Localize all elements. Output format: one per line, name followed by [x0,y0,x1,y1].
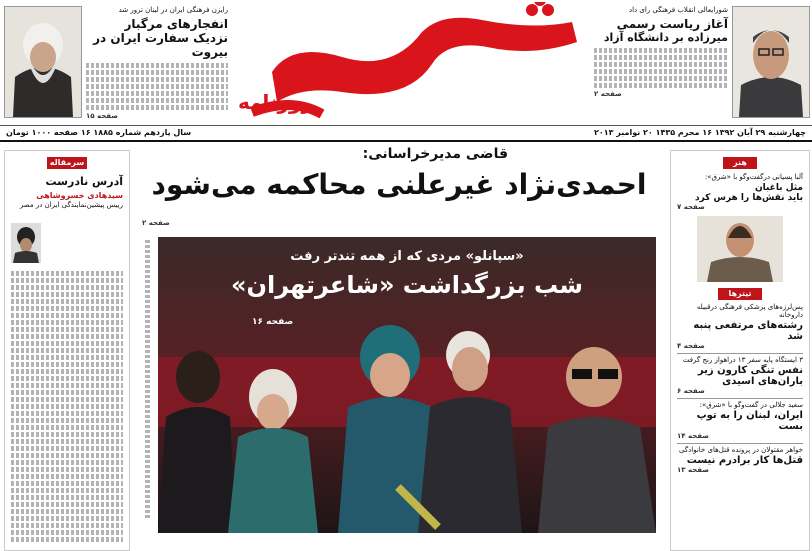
item-3-page: صفحه ۱۴ [677,432,710,440]
photo-page: صفحه ۱۶ [252,317,294,327]
editorial-column[interactable] [4,150,130,551]
item-4-page: صفحه ۱۳ [677,466,710,474]
lead-page: صفحه ۲ [142,219,170,227]
art-author: مثل باغبان [754,183,803,193]
photo-sub: «سپانلو» مردی که از همه تندتر رفت [290,249,524,264]
item-4-kicker: خواهر مقتولان در پرونده قتل‌های خانوادگی [678,446,803,454]
headline-item-3[interactable] [671,401,809,441]
item-1-page: صفحه ۴ [677,342,705,350]
art-section-label: هنر [723,157,757,169]
left-story-page: صفحه ۱۵ [86,112,119,120]
photo-caption-sub [158,245,656,264]
photo-side-lines [143,240,152,520]
art-photo [697,216,783,282]
lead-photo[interactable] [158,237,656,533]
left-story-kicker: رایزن فرهنگی ایران در لبنان ترور شد [118,6,228,14]
headline-item-1[interactable] [671,300,809,351]
dateline-issue: سال یازدهم شماره ۱۸۸۵ ۱۶ صفحه ۱۰۰۰ تومان [6,128,192,137]
photo-headline: شب بزرگداشت «شاعرتهران» [231,271,583,299]
divider [677,398,803,399]
item-2-page: صفحه ۶ [677,387,705,395]
headline-item-2[interactable] [671,356,809,396]
item-2-headline: نفس تنگی کارون زیر باران‌های اسیدی [697,365,803,387]
lead-story[interactable] [140,146,658,226]
item-1-kicker: پس‌لرزه‌های پزشکی فرهنگی درقبیله داروخانه [696,303,803,319]
item-2-kicker: ۳ ایستگاه پایه سفر ۱۳ دراهواز رنج گرفت [682,356,803,364]
logo-small-text: روزنامه [238,90,313,114]
photo-headline-wrap [158,271,656,299]
right-story-headline-1: آغاز ریاست رسمی [616,17,728,31]
photo-side-text [140,240,154,530]
editorial-author-photo [11,223,41,263]
masthead [0,0,812,138]
art-story[interactable] [671,169,809,212]
editorial-title: آدرس نادرست [45,175,123,188]
newspaper-logo [232,2,592,130]
editorial-body [11,269,123,544]
left-story-body [86,63,228,110]
lead-headline: احمدی‌نژاد غیرعلنی محاکمه می‌شود [151,168,647,201]
headlines-section-label: تیترها [718,288,762,300]
art-page: صفحه ۷ [677,203,705,211]
item-3-headline: ایران، لبنان را به توپ بست [696,410,803,432]
divider [677,443,803,444]
portrait-right [732,6,810,118]
item-3-kicker: سعید جلالی در گفت‌وگو با «شرق»: [699,401,803,409]
lead-kicker: قاضی مدیرخراسانی: [362,146,508,162]
editorial-section-label: سرمقاله [47,157,87,169]
right-column [670,150,810,551]
left-story[interactable] [86,6,228,121]
left-story-headline-1: انفجارهای مرگبار [124,17,228,31]
right-story-kicker: شورایعالی انقلاب فرهنگی رای داد [628,6,728,14]
right-story-page: صفحه ۲ [594,90,622,98]
right-story[interactable] [594,6,728,121]
headline-item-4[interactable] [671,446,809,475]
editorial-author-role: رییس پیشین‌نمایندگی ایران در مصر [19,201,123,209]
art-kicker: آلبا پسیانی درگفت‌وگو با «شرق»: [704,173,803,181]
art-headline: باید نقش‌ها را هرس کرد [694,193,803,203]
left-story-headline-2: نزدیک سفارت ایران در بیروت [93,31,228,59]
dateline-date: چهارشنبه ۲۹ آبان ۱۳۹۲ ۱۶ محرم ۱۴۳۵ ۲۰ نوامبر ۲۰۱۳ [593,128,806,137]
item-1-headline: رشته‌های مرتفعی پنبه شد [693,320,803,342]
divider [677,353,803,354]
dateline [0,125,812,142]
editorial-author: سیدهادی خسروشاهی [36,191,123,200]
portrait-left [4,6,82,118]
item-4-headline: قتل‌ها کار برادرم نیست [686,455,803,466]
right-story-headline-2: میرزاده بر دانشگاه آزاد [603,31,728,44]
right-story-body [594,48,728,88]
